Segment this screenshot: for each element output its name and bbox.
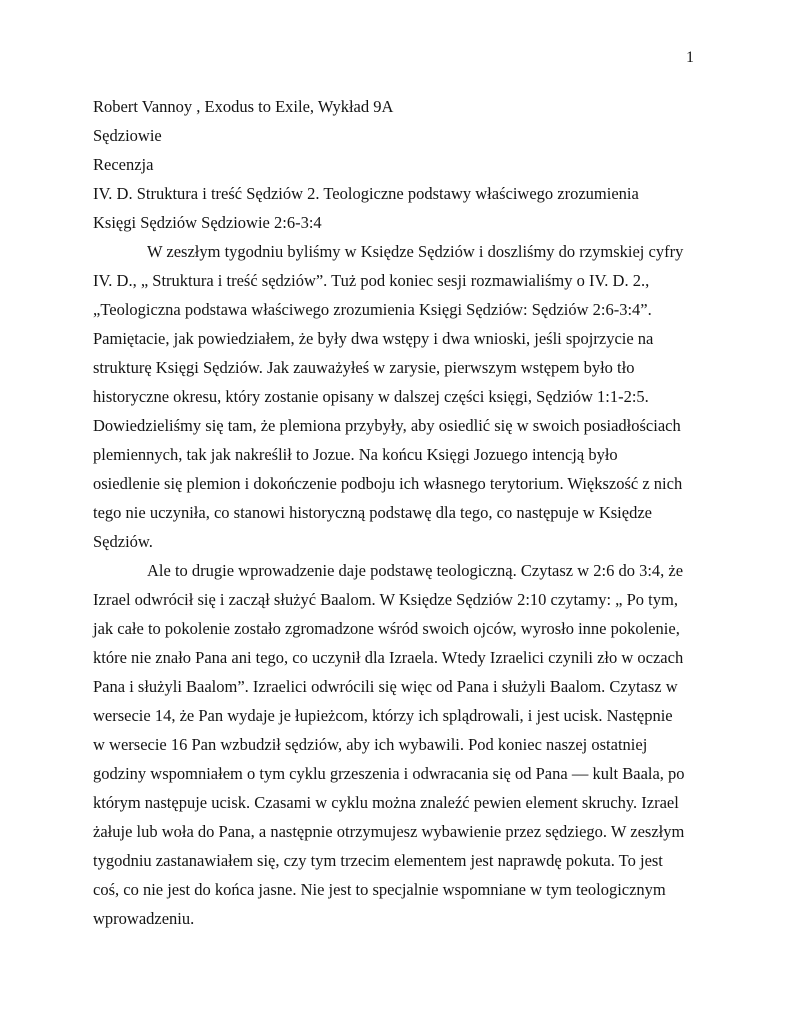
- text-line: Pana i służyli Baalom”. Izraelici odwrócili się więc od Pana i służyli Baalom. Czytasz w: [93, 677, 678, 696]
- text-line: które nie znało Pana ani tego, co uczynił dla Izraela. Wtedy Izraelici czynili zło w oczach: [93, 648, 684, 667]
- text-line: strukturę Księgi Sędziów. Jak zauważyłeś w zarysie, pierwszym wstępem było tło: [93, 358, 635, 377]
- text-line: tego nie uczyniła, co stanowi historyczną podstawę dla tego, co następuje w Księdze: [93, 503, 652, 522]
- text-line: jak całe to pokolenie zostało zgromadzone wśród swoich ojców, wyrosło inne pokolenie,: [93, 619, 680, 638]
- book-title: Sędziowie: [93, 126, 162, 145]
- lecture-title: Robert Vannoy , Exodus to Exile, Wykład 9A: [93, 97, 394, 116]
- text-line: Pamiętacie, jak powiedziałem, że były dwa wstępy i dwa wnioski, jeśli spojrzycie na: [93, 329, 654, 348]
- text-line: osiedlenie się plemion i dokończenie podboju ich własnego terytorium. Większość z nich: [93, 474, 683, 493]
- text-line: „Teologiczna podstawa właściwego zrozumienia Księgi Sędziów: Sędziów 2:6-3:4”.: [93, 300, 652, 319]
- review-heading: Recenzja: [93, 155, 154, 174]
- text-line: plemiennych, tak jak nakreślił to Jozue. Na końcu Księgi Jozuego intencją było: [93, 445, 618, 464]
- text-line: żałuje lub woła do Pana, a następnie otrzymujesz wybawienie przez sędziego. W zeszłym: [93, 822, 685, 841]
- paragraph-1: [93, 237, 713, 556]
- outline-heading: [93, 179, 713, 237]
- text-line: W zeszłym tygodniu byliśmy w Księdze Sędziów i doszliśmy do rzymskiej cyfry: [147, 242, 684, 261]
- text-line: godziny wspomniałem o tym cyklu grzeszenia i odwracania się od Pana — kult Baala, po: [93, 764, 685, 783]
- text-line: IV. D., „ Struktura i treść sędziów”. Tuż pod koniec sesji rozmawialiśmy o IV. D. 2.,: [93, 271, 650, 290]
- text-line: Dowiedzieliśmy się tam, że plemiona przybyły, aby osiedlić się w swoich posiadłościach: [93, 416, 681, 435]
- document-body: [93, 92, 713, 933]
- text-line: coś, co nie jest do końca jasne. Nie jest to specjalnie wspomniane w tym teologicznym: [93, 880, 666, 899]
- paragraph-2: [93, 556, 713, 933]
- outline-line: IV. D. Struktura i treść Sędziów 2. Teologiczne podstawy właściwego zrozumienia: [93, 184, 639, 203]
- text-line: Ale to drugie wprowadzenie daje podstawę teologiczną. Czytasz w 2:6 do 3:4, że: [147, 561, 684, 580]
- text-line: historyczne okresu, który zostanie opisany w dalszej części księgi, Sędziów 1:1-2:5.: [93, 387, 649, 406]
- text-line: tygodniu zastanawiałem się, czy tym trzecim elementem jest naprawdę pokuta. To jest: [93, 851, 663, 870]
- outline-line: Księgi Sędziów Sędziowie 2:6-3:4: [93, 213, 322, 232]
- text-line: Izrael odwrócił się i zaczął służyć Baalom. W Księdze Sędziów 2:10 czytamy: „ Po tym,: [93, 590, 678, 609]
- text-line: wersecie 14, że Pan wydaje je łupieżcom, którzy ich splądrowali, i jest ucisk. Następnie: [93, 706, 673, 725]
- text-line: którym następuje ucisk. Czasami w cyklu można znaleźć pewien element skruchy. Izrael: [93, 793, 679, 812]
- text-line: Sędziów.: [93, 532, 153, 551]
- text-line: wprowadzeniu.: [93, 909, 195, 928]
- text-line: w wersecie 16 Pan wzbudził sędziów, aby ich wybawili. Pod koniec naszej ostatniej: [93, 735, 648, 754]
- page-number: 1: [686, 49, 694, 66]
